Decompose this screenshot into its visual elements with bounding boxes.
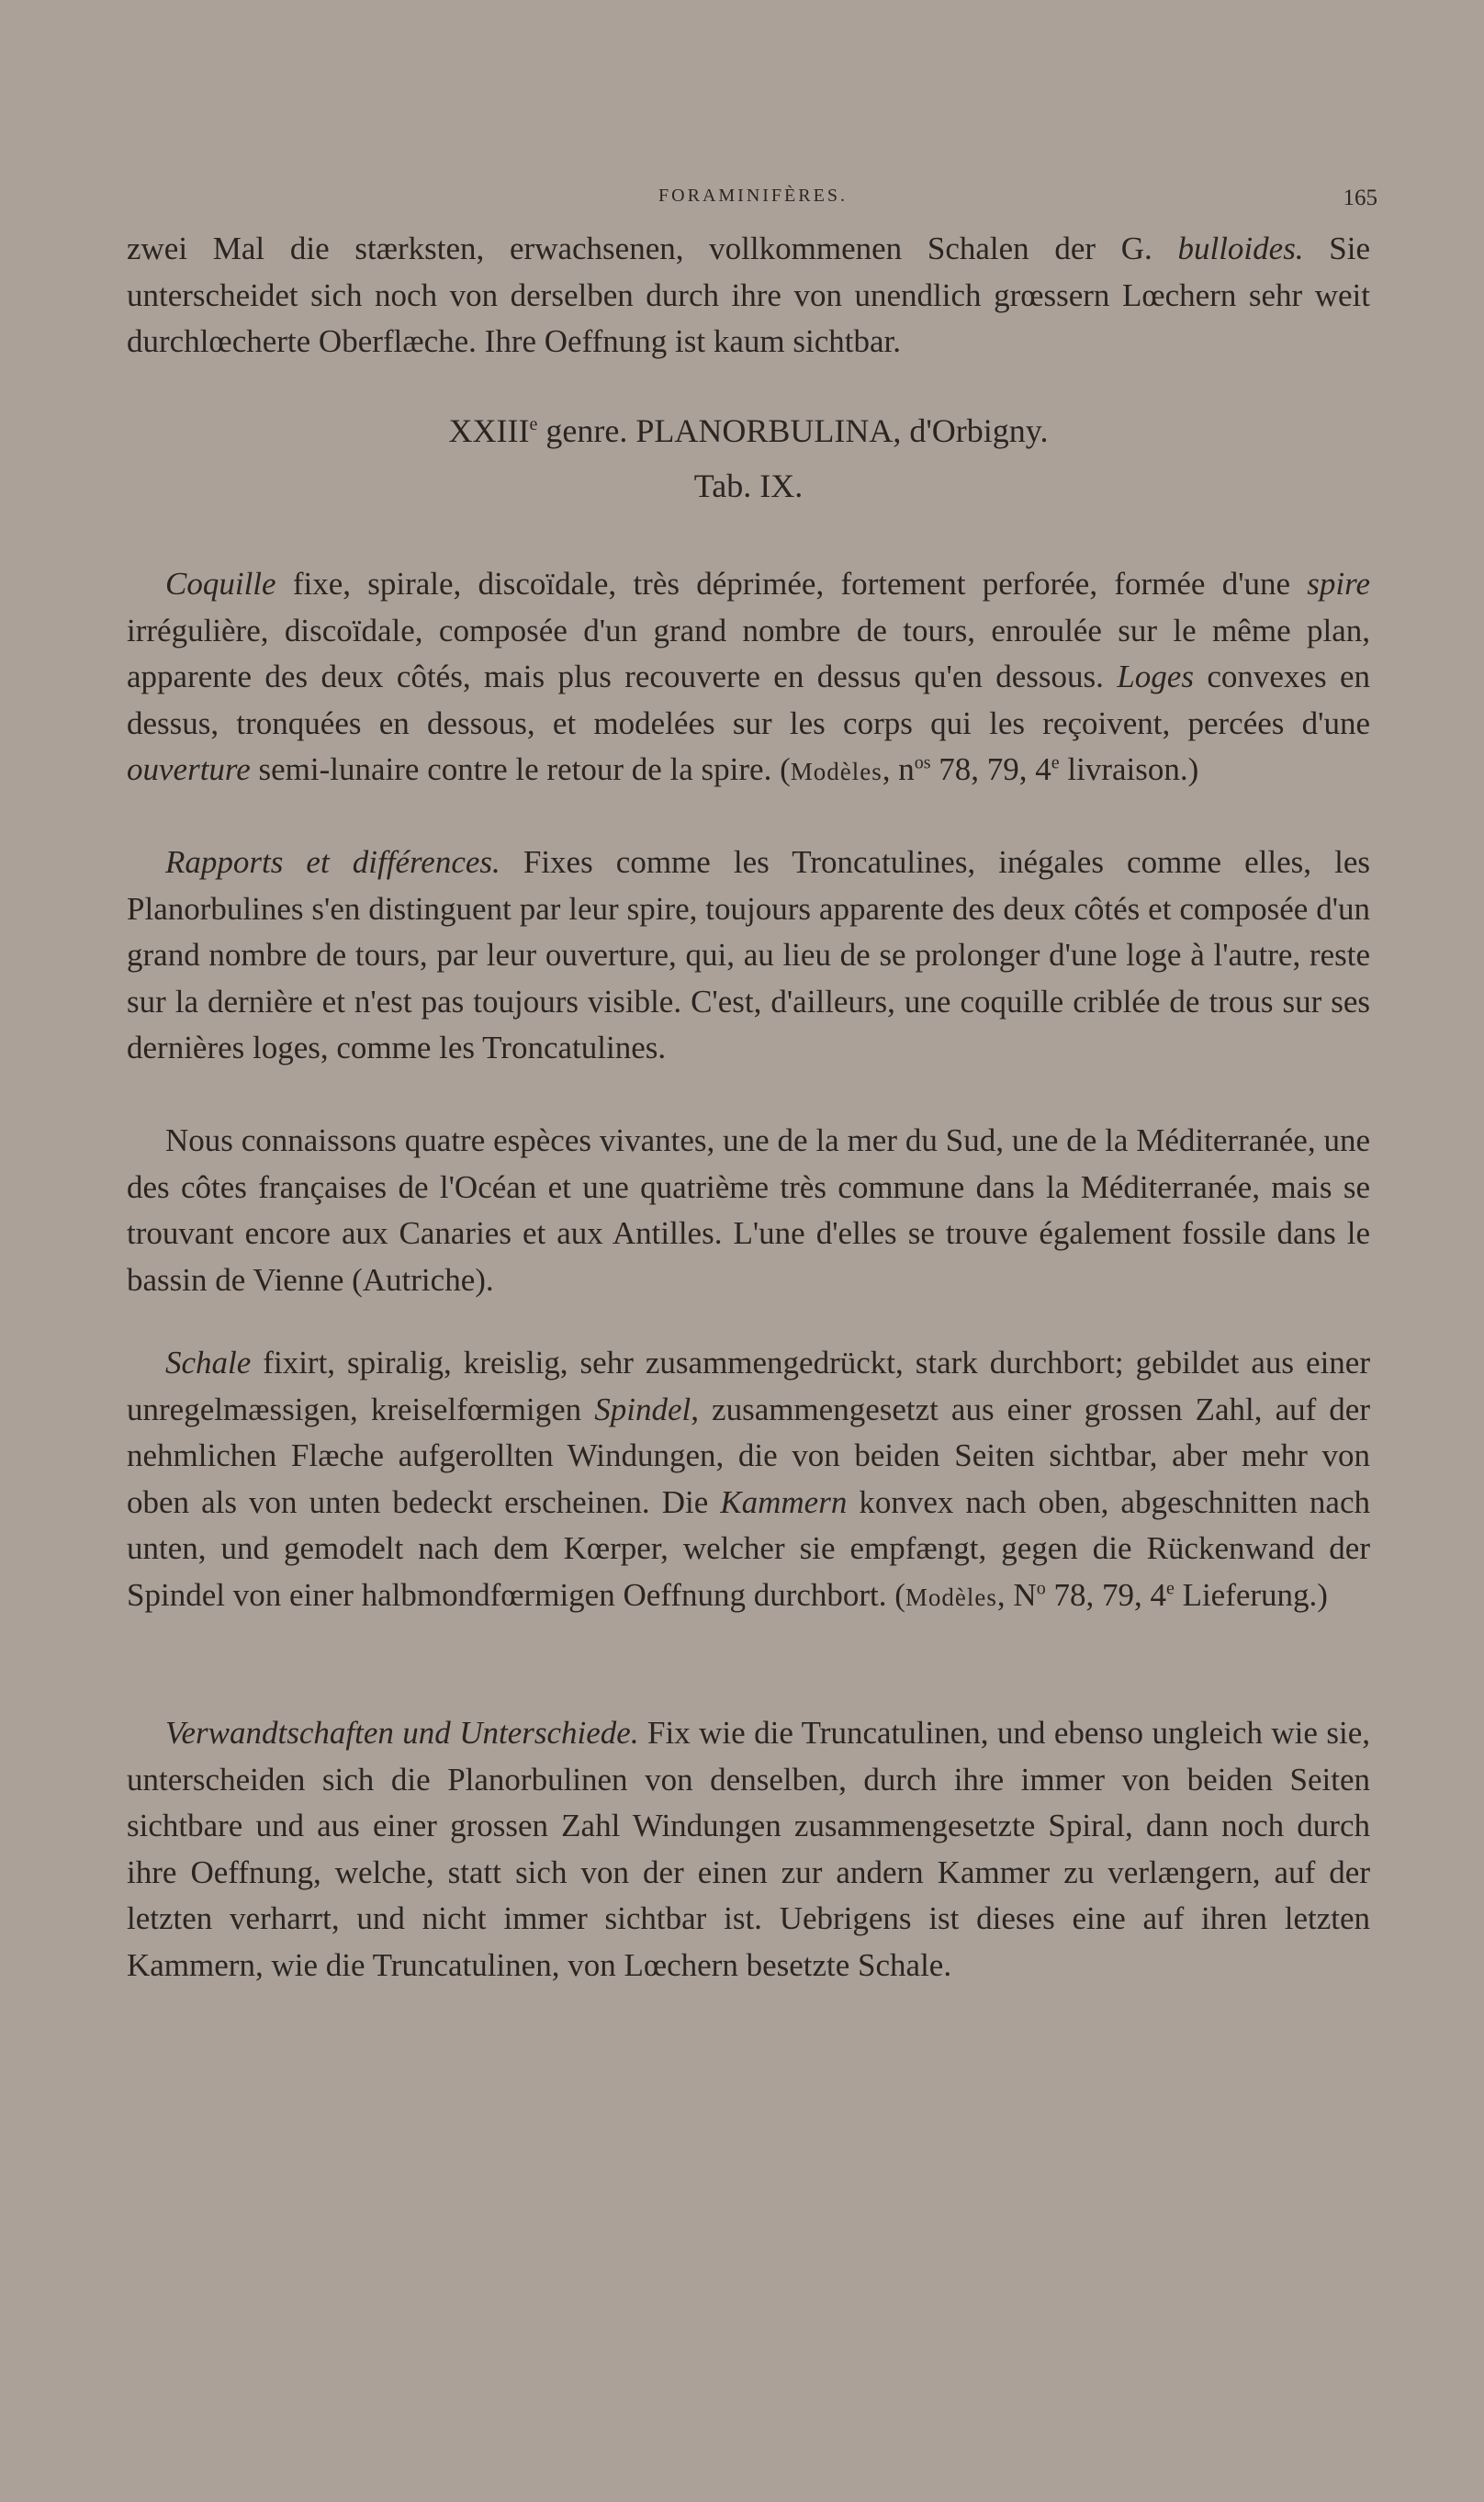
german-description-paragraph: Schale fixirt, spiralig, kreislig, sehr zusammengedrückt, stark durchbort; gebildet aus einer unregelmæssigen, kreiselfœrmigen Spindel, zusammengesetzt aus einer grossen Zahl, auf der nehmlichen Flæche aufgerollten Windungen, die von beiden Seiten sichtbar, aber mehr von oben als von unten bedeckt erscheinen. Die Kammern konvex nach oben, abgeschnitten nach unten, und gemodelt nach dem Kœrper, welcher sie empfængt, gegen die Rückenwand der Spindel von einer halbmondfœrmigen Oeffnung durchbort. (Modèles, $N^o$ 78, 79, 4e Lieferung.)	[127, 1345, 1370, 1613]
continuation-paragraph: zwei Mal die stærksten, erwachsenen, vollkommenen Schalen der G. bulloides. Sie unterscheidet sich noch von derselben durch ihre von unendlich grœssern Lœchern sehr weit durchlœcherte Oberflæche. Ihre Oeffnung ist kaum sichtbar.	[127, 231, 1370, 359]
genus-heading: XXIIIe genre. PLANORBULINA, d'Orbigny.	[448, 412, 1049, 449]
running-title: FORAMINIFÈRES.	[658, 186, 848, 206]
plate-reference: Tab. IX.	[693, 468, 804, 504]
french-description-paragraph: Coquille fixe, spirale, discoïdale, très déprimée, fortement perforée, formée d'une spire irrégulière, discoïdale, composée d'un grand nombre de tours, enroulée sur le même plan, apparente des deux côtés, mais plus recouverte en dessus qu'en dessous. Loges convexes en dessus, tronquées en dessous, et modelées sur les corps qui les reçoivent, percées d'une ouverture semi-lunaire contre le retour de la spire. (Modèles, $n^{os}$ 78, 79, 4e livraison.)	[127, 566, 1370, 787]
running-head	[129, 186, 1377, 213]
french-species-paragraph: Nous connaissons quatre espèces vivantes, une de la mer du Sud, une de la Méditerranée, une des côtes françaises de l'Océan et une quatrième très commune dans la Méditerranée, mais se trouvant encore aux Canaries et aux Antilles. L'une d'elles se trouve également fossile dans le bassin de Vienne (Autriche).	[127, 1122, 1370, 1298]
french-rapports-paragraph: Rapports et différences. Fixes comme les Troncatulines, inégales comme elles, les Planorbulines s'en distinguent par leur spire, toujours apparente des deux côtés et composée d'un grand nombre de tours, par leur ouverture, qui, au lieu de se prolonger d'une loge à l'autre, reste sur la dernière et n'est pas toujours visible. C'est, d'ailleurs, une coquille criblée de trous sur ses dernières loges, comme les Troncatulines.	[127, 844, 1370, 1065]
german-relations-paragraph: Verwandtschaften und Unterschiede. Fix wie die Truncatulinen, und ebenso ungleich wie sie, unterscheiden sich die Planorbulinen von denselben, durch ihre immer von beiden Seiten sichtbare und aus einer grossen Zahl Windungen zusammengesetzte Spiral, dann noch durch ihre Oeffnung, welche, statt sich von der einen zur andern Kammer zu verlængern, auf der letzten verharrt, und nicht immer sichtbar ist. Uebrigens ist dieses eine auf ihren letzten Kammern, wie die Truncatulinen, von Lœchern besetzte Schale.	[127, 1715, 1370, 1983]
page-number: 165	[1343, 186, 1377, 210]
